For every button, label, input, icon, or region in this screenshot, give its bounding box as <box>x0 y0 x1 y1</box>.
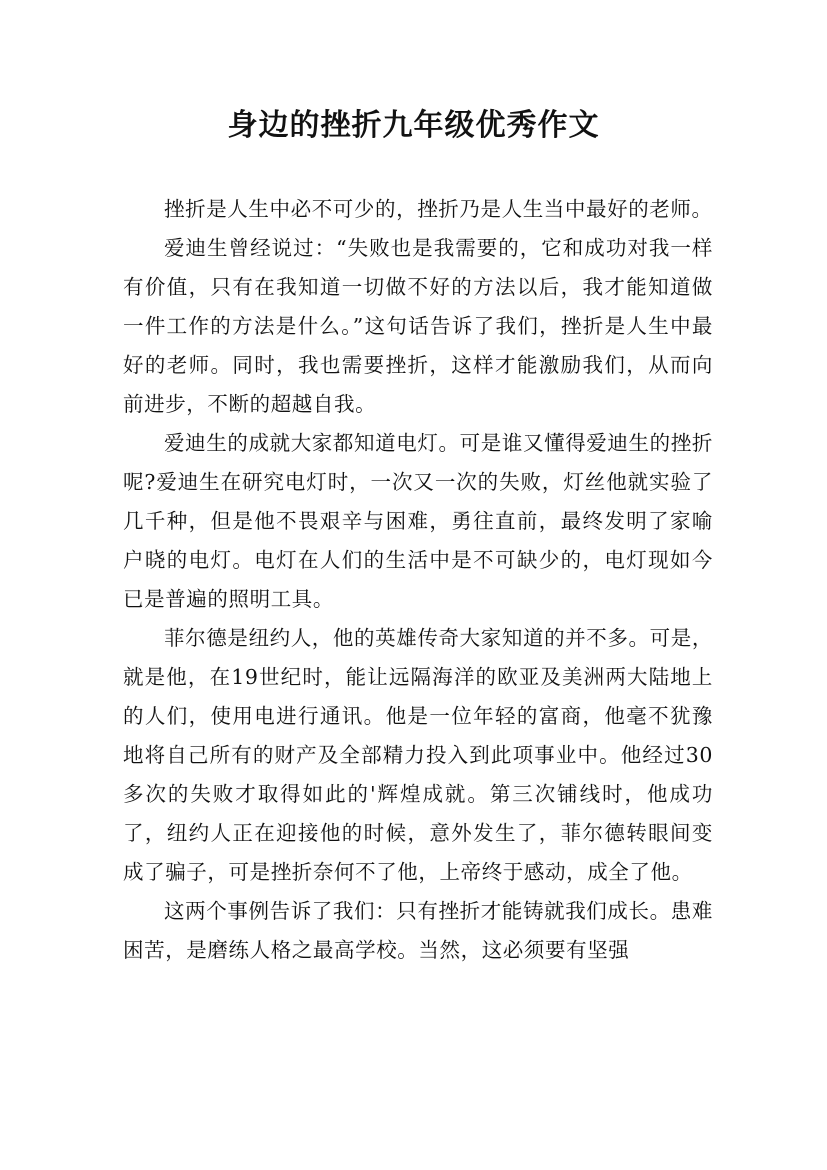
document-title: 身边的挫折九年级优秀作文 <box>227 108 600 143</box>
paragraph: 爱迪生曾经说过：“失败也是我需要的，它和成功对我一样有价值，只有在我知道一切做不好的方法以后，我才能知道做一件工作的方法是什么。”这句话告诉了我们，挫折是人生中最好的老师。同时，我也需要挫折，这样才能激励我们，从而向前进步，不断的超越自我。 <box>123 236 713 416</box>
document-body <box>123 190 713 970</box>
paragraph: 菲尔德是纽约人，他的英雄传奇大家知道的并不多。可是，就是他，在19世纪时，能让远隔海洋的欧亚及美洲两大陆地上的人们，使用电进行通讯。他是一位年轻的富商，他毫不犹豫地将自己所有的财产及全部精力投入到此项事业中。他经过30多次的失败才取得如此的'辉煌成就。第三次铺线时，他成功了，纽约人正在迎接他的时候，意外发生了，菲尔德转眼间变成了骗子，可是挫折奈何不了他，上帝终于感动，成全了他。 <box>123 626 713 884</box>
paragraph: 挫折是人生中必不可少的，挫折乃是人生当中最好的老师。 <box>164 197 713 221</box>
paragraph: 爱迪生的成就大家都知道电灯。可是谁又懂得爱迪生的挫折呢?爱迪生在研究电灯时，一次又一次的失败，灯丝他就实验了几千种，但是他不畏艰辛与困难，勇往直前，最终发明了家喻户晓的电灯。电灯在人们的生活中是不可缺少的，电灯现如今已是普遍的照明工具。 <box>123 431 713 611</box>
paragraph: 这两个事例告诉了我们：只有挫折才能铸就我们成长。患难困苦，是磨练人格之最高学校。当然，这必须要有坚强 <box>123 899 713 962</box>
